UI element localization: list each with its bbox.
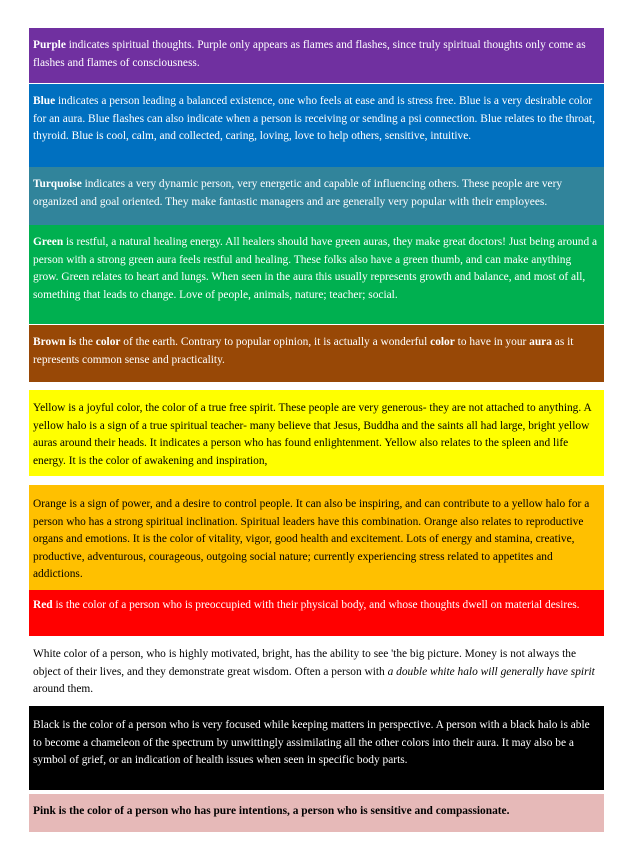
pink-description <box>33 803 598 821</box>
red-text: is the color of a person who is preoccupied with their physical body, and whose thoughts dwell on material desires. <box>52 599 580 611</box>
red-band <box>29 590 604 636</box>
brown-color-word: color <box>95 336 121 348</box>
blue-band <box>29 84 604 167</box>
blue-color-name: Blue <box>33 95 56 107</box>
white-italic-text: a double white halo will generally have spirit <box>387 665 595 678</box>
yellow-band <box>29 390 604 476</box>
red-color-name: Red <box>33 599 53 611</box>
purple-description <box>33 37 598 72</box>
green-text: is restful, a natural healing energy. All healers should have green auras, they make great doctors! Just being around a person with a strong green aura feels restful and healing. These folks also have a green thumb, and can make anything grow. Green relates to heart and lungs. When seen in the aura this usually represents growth and balance, and most of all, something that leads to change. Love of people, animals, nature; teacher; social. <box>33 236 598 301</box>
orange-band <box>29 485 604 590</box>
brown-the: the <box>76 336 96 348</box>
purple-color-name: Purple <box>33 39 66 51</box>
turquoise-text: indicates a very dynamic person, very energetic and capable of influencing others. These people are very organized and goal oriented. They make fantastic managers and are generally very popular with their employees. <box>33 178 563 208</box>
brown-aura-word: aura <box>529 336 552 348</box>
brown-color-word-2: color <box>430 336 455 348</box>
red-description <box>33 597 598 615</box>
brown-description <box>33 334 598 369</box>
pink-text: Pink is the color of a person who has pure intentions, a person who is sensitive and compassionate. <box>33 805 510 817</box>
brown-text-a: of the earth. Contrary to popular opinion, it is actually a wonderful <box>120 336 431 348</box>
turquoise-description <box>33 176 598 211</box>
turquoise-band <box>29 167 604 225</box>
orange-description: Orange is a sign of power, and a desire to control people. It can also be inspiring, and can contribute to a yellow halo for a person who has a strong spiritual inclination. Spiritual leaders have this combination. Orange also relates to reproductive organs and emotions. It is the color of vitality, vigor, good health and excitement. Lots of energy and stamina, creative, productive, adventurous, courageous, outgoing social nature; currently experiencing stress related to appetites and addictions. <box>33 498 590 581</box>
purple-text: indicates spiritual thoughts. Purple only appears as flames and flashes, since truly spiritual thoughts only come as flashes and flames of consciousness. <box>33 39 586 69</box>
blue-description <box>33 93 598 146</box>
brown-band <box>29 325 604 382</box>
turquoise-color-name: Turquoise <box>33 178 82 190</box>
yellow-description: Yellow is a joyful color, the color of a true free spirit. These people are very generous- they are not attached to anything. A yellow halo is a sign of a true spiritual teacher- many believe that Jesus, Buddha and the saints all had large, bright yellow auras around their heads. It indicates a person who has found enlightenment. Yellow also relates to the spleen and life energy. It is the color of awakening and inspiration, <box>33 402 592 467</box>
green-color-name: Green <box>33 236 64 248</box>
white-description <box>33 646 598 699</box>
pink-band <box>29 794 604 832</box>
white-text: White color of a person, who is highly motivated, bright, has the ability to see 'the big picture. Money is not always the object of their lives, and they demonstrate great wisdom. Often a person with <box>33 648 576 678</box>
green-band <box>29 225 604 324</box>
black-band <box>29 706 604 790</box>
white-band <box>29 641 604 703</box>
brown-text-b: to have in your <box>454 336 530 348</box>
black-description: Black is the color of a person who is very focused while keeping matters in perspective. A person with a black halo is able to become a chameleon of the spectrum by unwittingly assimilating all the other colors into their aura. It may also be a symbol of grief, or an indication of health issues when seen in specific body parts. <box>33 719 590 767</box>
green-description <box>33 234 598 304</box>
purple-band <box>29 28 604 83</box>
brown-text-c: as it represents common sense and practicality. <box>33 336 574 366</box>
brown-color-name: Brown is <box>33 336 77 348</box>
blue-text: indicates a person leading a balanced existence, one who feels at ease and is stress free. Blue is a very desirable color for an aura. Blue flashes can also indicate when a person is receiving or sending a psi connection. Blue relates to the throat, thyroid. Blue is cool, calm, and collected, caring, loving, love to help others, sensitive, intuitive. <box>33 95 596 143</box>
white-text-end: around them. <box>33 683 94 696</box>
